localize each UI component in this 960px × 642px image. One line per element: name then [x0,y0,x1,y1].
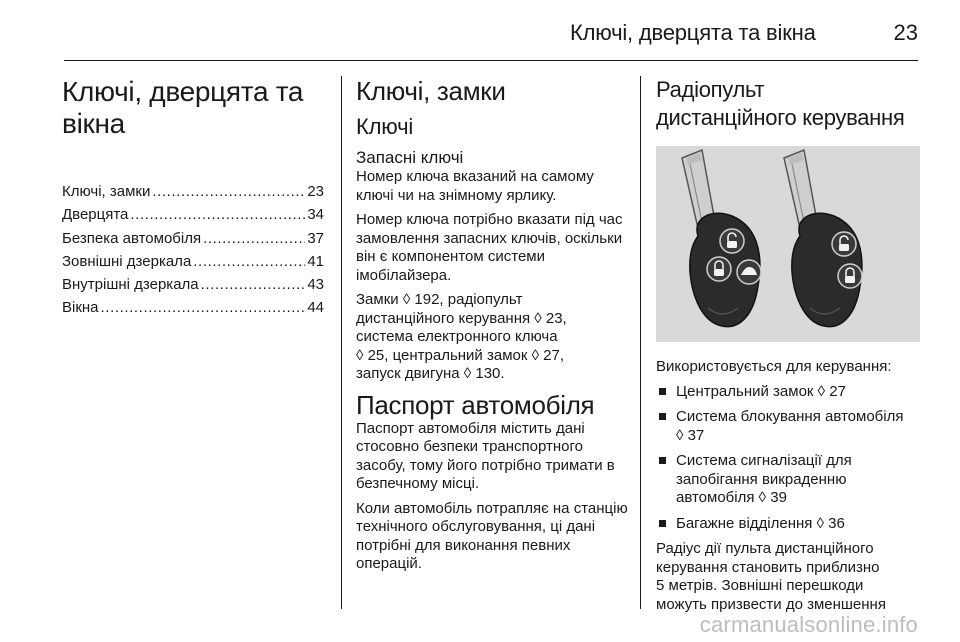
subsubsection-title-spare-keys: Запасні ключі [356,148,464,167]
key-fob-left [690,213,761,326]
toc-item-page: 43 [307,276,324,294]
list-item-text: автомобіля ◊ 39 [676,489,787,506]
toc-leader-dots [203,227,305,250]
paragraph-line: Радіус дії пульта дистанційного [656,540,874,557]
left-column [62,76,324,320]
list-item-alarm-system [656,452,920,508]
bullet-square [659,413,666,420]
list-item-text: ◊ 37 [676,426,705,444]
paragraph-line: можуть призвести до зменшення [656,595,886,613]
paragraph-remote-range [656,540,920,614]
right-column [656,76,920,620]
paragraph-passport-service: Коли автомобіль потрапляє на станцію технічного обслуговування, ці дані потрібні для виконання певних операцій. [356,499,628,572]
cross-reference-line: дистанційного керування ◊ 23, [356,309,567,327]
cross-reference-line: система електронного ключа [356,328,558,345]
column-divider-right [640,76,641,609]
page-number: 23 [893,20,918,45]
section-title-line2: дистанційного керування [656,105,905,130]
list-item-central-lock [656,383,920,402]
running-header-title: Ключі, дверцята та вікна [570,20,816,45]
key-fob-right [792,213,862,326]
toc-leader-dots [101,296,306,319]
toc-item-keys-locks[interactable] [62,180,324,203]
toc-item-page: 34 [307,206,324,224]
cross-reference-line: Замки ◊ 192, радіопульт [356,291,523,308]
list-item-text: Центральний замок ◊ 27 [676,382,846,400]
table-of-contents [62,180,324,320]
list-item-text: Багажне відділення ◊ 36 [676,514,845,532]
toc-item-label: Зовнішні дзеркала [62,252,192,270]
subsection-title-keys: Ключі [356,114,414,139]
toc-leader-dots [193,250,305,273]
cross-reference-line: запуск двигуна ◊ 130. [356,365,505,382]
toc-item-label: Дверцята [62,206,129,224]
toc-item-doors[interactable] [62,203,324,226]
bullet-square [659,388,666,395]
bullet-square [659,457,666,464]
cross-reference-line: ◊ 25, центральний замок ◊ 27, [356,346,565,364]
toc-item-label: Вікна [62,299,99,317]
section-title-line1: Радіопульт [656,77,765,102]
paragraph-key-number: Номер ключа вказаний на самому ключі чи на знімному ярлику. [356,168,594,204]
toc-item-vehicle-security[interactable] [62,227,324,250]
toc-item-page: 37 [307,229,324,247]
toc-item-page: 41 [307,252,324,270]
remote-keys-illustration [656,146,920,342]
toc-item-interior-mirrors[interactable] [62,273,324,296]
paragraph-passport-safety: Паспорт автомобіля містить дані стосовно безпеки транспортного засобу, тому його потрібно тримати в безпечному місці. [356,419,615,492]
paragraph-remote-intro: Використовується для керування: [656,358,892,375]
toc-item-label: Ключі, замки [62,183,151,200]
chapter-title-line1: Ключі, дверцята та [62,76,304,107]
toc-leader-dots [152,180,305,203]
header-rule [64,60,918,61]
watermark: carmanualsonline.info [699,612,918,637]
toc-item-page: 44 [307,299,324,317]
section-title-keys-locks: Ключі, замки [356,76,506,106]
remote-functions-list [656,383,920,534]
list-item-immobiliser [656,408,920,445]
chapter-title-line2: вікна [62,108,125,139]
toc-leader-dots [201,273,306,296]
paragraph-line: 5 метрів. Зовнішні перешкоди [656,577,864,594]
list-item-load-compartment [656,515,920,534]
toc-item-label: Внутрішні дзеркала [62,276,199,294]
paragraph-line: керування становить приблизно [656,558,880,576]
bullet-square [659,520,666,527]
section-title-vehicle-passport: Паспорт автомобіля [356,389,595,420]
toc-item-label: Безпека автомобіля [62,229,202,247]
paragraph-key-order: Номер ключа потрібно вказати під час замовлення запасних ключів, оскільки він є компонентом системи імобілайзера. [356,211,623,284]
chapter-title [62,76,324,140]
list-item-text: запобігання викраденню [676,470,847,488]
column-divider-left [341,76,342,609]
toc-item-exterior-mirrors[interactable] [62,250,324,273]
list-item-text: Система сигналізації для [676,452,852,469]
toc-leader-dots [130,203,305,226]
remote-keys-drawing [656,146,920,342]
toc-item-page: 23 [307,183,324,200]
toc-item-windows[interactable] [62,296,324,319]
paragraph-cross-references [356,291,628,384]
middle-column [356,76,628,580]
section-title-remote-control [656,76,920,132]
list-item-text: Система блокування автомобіля [676,408,904,425]
